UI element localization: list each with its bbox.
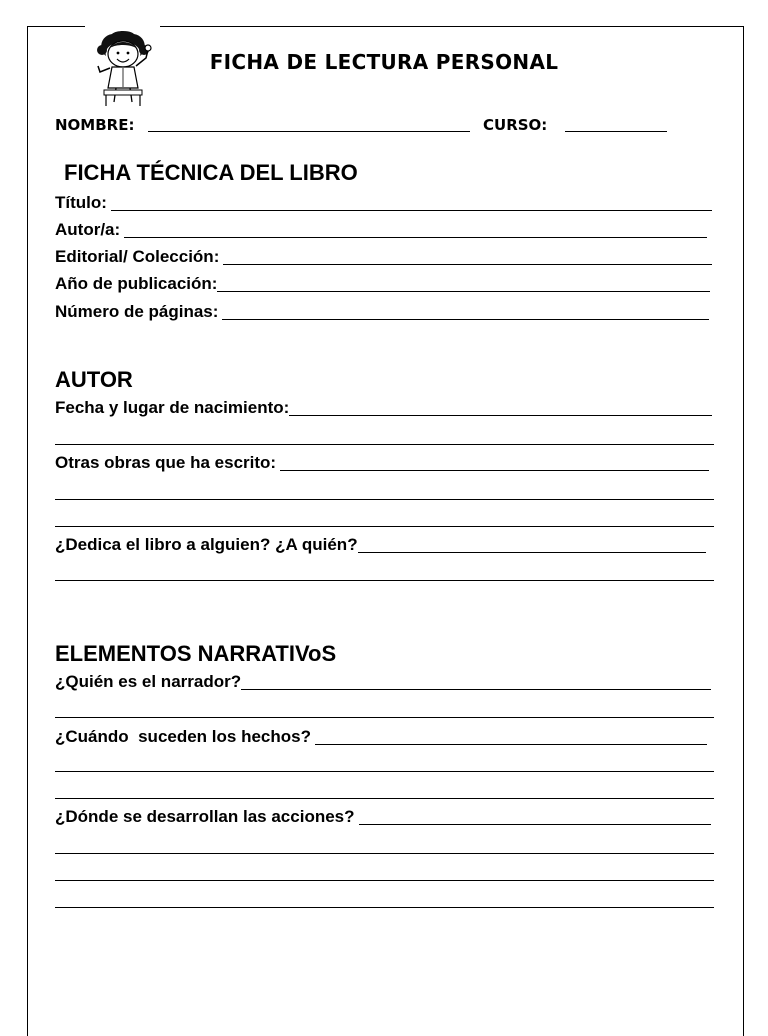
nacimiento-field[interactable]: [55, 398, 712, 420]
titulo-field[interactable]: [55, 193, 712, 215]
paginas-label: Número de páginas:: [55, 302, 222, 322]
dedica-extra-line[interactable]: [55, 580, 714, 581]
top-rule-left: [27, 26, 85, 27]
ficha-tecnica-heading: FICHA TÉCNICA DEL LIBRO: [64, 160, 358, 185]
donde-field[interactable]: [55, 807, 711, 829]
nacimiento-label: Fecha y lugar de nacimiento:: [55, 398, 290, 417]
autor-field[interactable]: [55, 220, 707, 242]
titulo-label: Título:: [55, 193, 111, 213]
paginas-field[interactable]: [55, 302, 709, 324]
editorial-label: Editorial/ Colección:: [55, 247, 223, 267]
anio-field[interactable]: [55, 274, 710, 296]
cuando-label: ¿Cuándo suceden los hechos?: [55, 727, 315, 747]
page-title: FICHA DE LECTURA PERSONAL: [209, 50, 559, 74]
curso-line[interactable]: [565, 131, 667, 132]
top-rule-right: [160, 26, 744, 27]
narrador-label: ¿Quién es el narrador?: [55, 672, 242, 691]
nacimiento-extra-line[interactable]: [55, 444, 714, 445]
narrador-extra-line[interactable]: [55, 717, 714, 718]
autor-line[interactable]: [55, 237, 707, 238]
student-info-row: [55, 116, 675, 138]
otras-obras-label: Otras obras que ha escrito:: [55, 453, 280, 473]
otras-obras-field[interactable]: [55, 453, 709, 475]
titulo-line[interactable]: [55, 210, 712, 211]
donde-extra-line-3[interactable]: [55, 907, 714, 908]
narrador-field[interactable]: [55, 672, 711, 694]
cuando-extra-line-1[interactable]: [55, 771, 714, 772]
dedica-field[interactable]: [55, 535, 706, 557]
donde-extra-line-2[interactable]: [55, 880, 714, 881]
otras-obras-extra-line-1[interactable]: [55, 499, 714, 500]
donde-label: ¿Dónde se desarrollan las acciones?: [55, 807, 359, 827]
nombre-label: NOMBRE:: [55, 116, 135, 134]
cuando-field[interactable]: [55, 727, 707, 749]
autor-label: Autor/a:: [55, 220, 124, 240]
anio-label: Año de publicación:: [55, 274, 218, 293]
dedica-label: ¿Dedica el libro a alguien? ¿A quién?: [55, 535, 358, 554]
elementos-heading: ELEMENTOS NARRATIVoS: [55, 641, 337, 666]
donde-extra-line-1[interactable]: [55, 853, 714, 854]
autor-heading: AUTOR: [55, 367, 133, 392]
editorial-field[interactable]: [55, 247, 712, 269]
cuando-extra-line-2[interactable]: [55, 798, 714, 799]
otras-obras-extra-line-2[interactable]: [55, 526, 714, 527]
curso-label: CURSO:: [483, 116, 548, 134]
nombre-line[interactable]: [148, 131, 470, 132]
